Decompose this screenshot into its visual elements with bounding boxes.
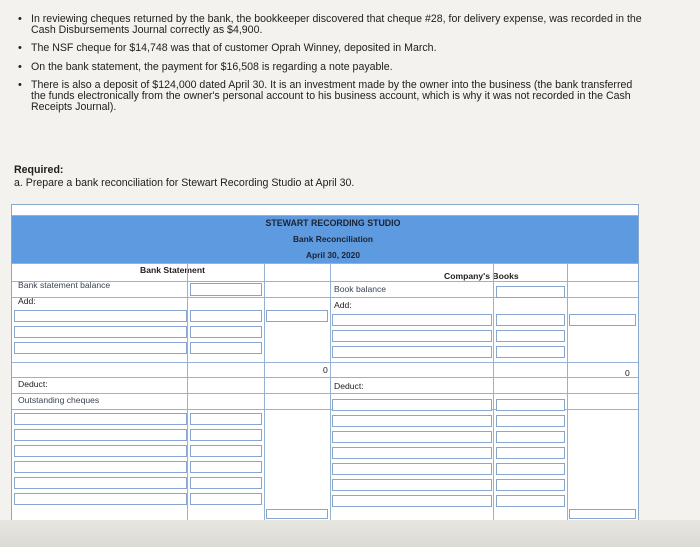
company-books-header: Company's Books xyxy=(444,271,519,281)
bank-add-total-input[interactable] xyxy=(266,310,328,322)
bullet-text: The NSF cheque for $14,748 was that of customer Oprah Winney, deposited in March. xyxy=(31,42,437,55)
bank-add-amount-input[interactable] xyxy=(190,326,262,338)
bullet-text: On the bank statement, the payment for $16,508 is regarding a note payable. xyxy=(31,60,393,73)
bullet-item xyxy=(16,80,700,114)
report-title: Bank Reconciliation xyxy=(292,234,374,244)
book-add-description-input[interactable] xyxy=(332,314,492,326)
book-add-label: Add: xyxy=(334,300,352,310)
bank-subtotal: 0 xyxy=(323,365,328,375)
book-deduct-amount-input[interactable] xyxy=(496,431,565,443)
bank-add-description-input[interactable] xyxy=(14,342,187,354)
book-deduct-amount-input[interactable] xyxy=(496,463,565,475)
book-deduct-description-input[interactable] xyxy=(332,447,492,459)
book-deduct-description-input[interactable] xyxy=(332,463,492,475)
bank-deduct-total-input[interactable] xyxy=(266,509,328,519)
outstanding-cheque-description-input[interactable] xyxy=(14,413,187,425)
column-divider xyxy=(567,263,568,520)
row-line xyxy=(12,393,638,394)
outstanding-cheque-description-input[interactable] xyxy=(14,461,187,473)
book-deduct-amount-input[interactable] xyxy=(496,415,565,427)
bullet-item xyxy=(16,14,700,36)
problem-bullets xyxy=(16,14,700,120)
outstanding-cheque-amount-input[interactable] xyxy=(190,493,262,505)
bullet-icon: • xyxy=(18,60,22,73)
bank-deduct-label: Deduct: xyxy=(18,379,48,389)
bullet-text: There is also a deposit of $124,000 dated April 30. It is an investment made by the owner into the business (the bank transferred xyxy=(31,78,633,91)
column-divider xyxy=(187,263,188,520)
bank-reconciliation-worksheet xyxy=(11,204,639,521)
header-line xyxy=(12,263,638,264)
bullet-text: Cash Disbursements Journal correctly as $4,900. xyxy=(31,24,263,37)
column-divider xyxy=(264,263,265,520)
book-add-total-input[interactable] xyxy=(569,314,636,326)
report-date: April 30, 2020 xyxy=(305,250,360,260)
outstanding-cheques-label: Outstanding cheques xyxy=(18,395,100,405)
book-deduct-description-input[interactable] xyxy=(332,479,492,491)
bank-add-description-input[interactable] xyxy=(14,310,187,322)
bullet-text: In reviewing cheques returned by the bank, the bookkeeper discovered that cheque #28, for delivery expense, was recorded in the xyxy=(31,13,642,25)
book-deduct-description-input[interactable] xyxy=(332,415,492,427)
header-line xyxy=(12,215,638,216)
outstanding-cheque-description-input[interactable] xyxy=(14,477,187,489)
bullet-item xyxy=(16,43,700,54)
book-deduct-label: Deduct: xyxy=(334,381,364,391)
bank-add-description-input[interactable] xyxy=(14,326,187,338)
outstanding-cheque-description-input[interactable] xyxy=(14,493,187,505)
bank-add-amount-input[interactable] xyxy=(190,342,262,354)
book-deduct-description-input[interactable] xyxy=(332,399,492,411)
bank-balance-label: Bank statement balance xyxy=(18,280,111,290)
bank-balance-amount-input[interactable] xyxy=(190,283,262,296)
bank-statement-header: Bank Statement xyxy=(140,265,205,275)
book-deduct-amount-input[interactable] xyxy=(496,495,565,507)
bullet-text: Receipts Journal). xyxy=(31,101,117,114)
outstanding-cheque-description-input[interactable] xyxy=(14,445,187,457)
outstanding-cheque-description-input[interactable] xyxy=(14,429,187,441)
book-add-amount-input[interactable] xyxy=(496,330,565,342)
book-balance-label: Book balance xyxy=(334,284,387,294)
book-deduct-description-input[interactable] xyxy=(332,495,492,507)
books-subtotal: 0 xyxy=(625,368,630,378)
outstanding-cheque-amount-input[interactable] xyxy=(190,477,262,489)
bottom-shadow xyxy=(0,520,700,547)
company-name: STEWART RECORDING STUDIO xyxy=(265,218,401,228)
column-divider xyxy=(493,263,494,520)
book-deduct-amount-input[interactable] xyxy=(496,399,565,411)
book-add-description-input[interactable] xyxy=(332,346,492,358)
outstanding-cheque-amount-input[interactable] xyxy=(190,413,262,425)
book-deduct-total-input[interactable] xyxy=(569,509,636,519)
book-balance-amount-input[interactable] xyxy=(496,286,565,298)
book-add-description-input[interactable] xyxy=(332,330,492,342)
bank-add-amount-input[interactable] xyxy=(190,310,262,322)
outstanding-cheque-amount-input[interactable] xyxy=(190,445,262,457)
column-divider xyxy=(330,263,331,520)
bullet-text: the funds electronically from the owner's personal account to his business account, which is why it was not recorded in the Cash xyxy=(31,90,631,103)
bullet-icon: • xyxy=(18,13,22,25)
bullet-icon: • xyxy=(18,42,22,55)
book-add-amount-input[interactable] xyxy=(496,346,565,358)
row-line xyxy=(12,377,638,378)
book-add-amount-input[interactable] xyxy=(496,314,565,326)
book-deduct-amount-input[interactable] xyxy=(496,447,565,459)
outstanding-cheque-amount-input[interactable] xyxy=(190,461,262,473)
book-deduct-amount-input[interactable] xyxy=(496,479,565,491)
row-line xyxy=(12,362,638,363)
book-deduct-description-input[interactable] xyxy=(332,431,492,443)
required-section xyxy=(14,164,354,189)
bullet-item xyxy=(16,62,700,73)
bank-add-label: Add: xyxy=(18,296,36,306)
required-part-a: a. Prepare a bank reconciliation for Stewart Recording Studio at April 30. xyxy=(14,176,355,189)
bullet-icon: • xyxy=(18,78,22,91)
required-title: Required: xyxy=(14,164,64,176)
outstanding-cheque-amount-input[interactable] xyxy=(190,429,262,441)
